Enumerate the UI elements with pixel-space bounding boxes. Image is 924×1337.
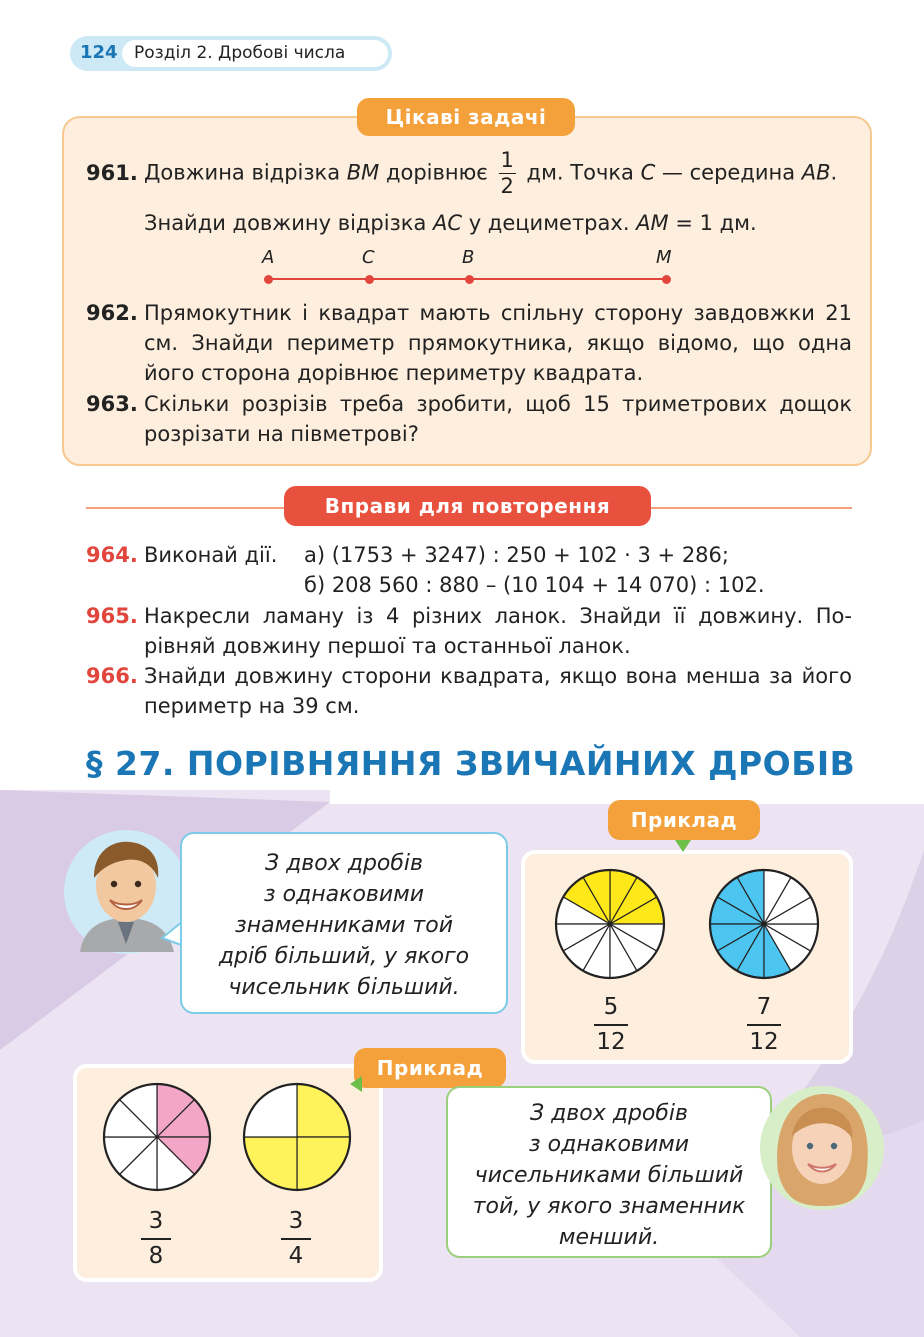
task-961-line2: [144, 208, 864, 238]
fraction-three-eighths: [141, 1210, 171, 1268]
bubble-line: з однаковими: [263, 882, 425, 907]
task-966: [86, 661, 852, 721]
point-m-dot: [662, 275, 671, 284]
task-text: Довжина відрізка: [144, 160, 347, 185]
bubble-line: З двох дробів: [529, 1101, 689, 1126]
fraction-one-half: [499, 150, 516, 197]
fraction-seven-twelfths: [747, 996, 781, 1054]
task-text: — середина: [655, 160, 802, 185]
fraction-numerator: 1: [500, 148, 514, 172]
fraction-denominator: 2: [500, 174, 514, 198]
task-number: 964.: [86, 543, 138, 567]
page-number: 124: [80, 42, 118, 63]
fraction-denominator: 4: [288, 1243, 304, 1269]
circle-five-twelfths: [553, 867, 667, 981]
task-961: [86, 150, 856, 197]
task-965: [86, 601, 852, 661]
bubble-line: З двох дробів: [264, 851, 424, 876]
task-number: 961.: [86, 160, 138, 185]
fraction-numerator: 3: [141, 1210, 171, 1240]
task-text: дм. Точка: [519, 160, 641, 185]
example-tag: Приклад: [608, 800, 760, 840]
circle-three-eighths: [101, 1081, 213, 1193]
task-962: [86, 298, 852, 388]
bubble-line: з однаковими: [528, 1132, 690, 1157]
segment-name: AM: [636, 211, 669, 235]
point-a-label: A: [262, 247, 275, 268]
task-number: 962.: [86, 301, 138, 325]
girl-avatar: [758, 1082, 886, 1214]
rule-bubble-numerators: [446, 1086, 772, 1258]
example-tag: Приклад: [354, 1048, 506, 1088]
task-963: [86, 389, 852, 449]
bubble-line: чисельник більший.: [228, 975, 460, 1000]
bubble-line: той, у якого знаменник: [472, 1194, 746, 1219]
task-number: 965.: [86, 604, 138, 628]
circle-three-quarters: [241, 1081, 353, 1193]
point-b-dot: [465, 275, 474, 284]
task-number: 963.: [86, 392, 138, 416]
point-c-dot: [365, 275, 374, 284]
task-text: Знайди довжину відрізка: [144, 211, 433, 235]
segment-name: AB: [801, 160, 831, 185]
task-part-b: б) 208 560 : 880 – (10 104 + 14 070) : 102.: [304, 573, 765, 597]
bubble-line: чисельниками більший: [474, 1163, 744, 1188]
task-text: дорівнює: [379, 160, 495, 185]
segment-name: AC: [433, 211, 463, 235]
fraction-three-quarters: [281, 1210, 311, 1268]
fraction-numerator: 3: [281, 1210, 311, 1240]
fraction-numerator: 7: [747, 996, 781, 1026]
fraction-five-twelfths: [594, 996, 628, 1054]
fraction-numerator: 5: [594, 996, 628, 1026]
segment-name: BM: [346, 160, 380, 185]
fraction-denominator: 12: [749, 1029, 779, 1055]
task-text: .: [830, 160, 838, 185]
task-text: Знайди довжину сторони квадрата, якщо вона менша за його периметр на 39 см.: [144, 664, 852, 718]
section-title: § 27. ПОРІВНЯННЯ ЗВИЧАЙНИХ ДРОБІВ: [86, 744, 856, 783]
point-name: C: [640, 160, 656, 185]
task-text: у дециметрах.: [462, 211, 637, 235]
task-part-a: а) (1753 + 3247) : 250 + 102 · 3 + 286;: [304, 543, 729, 567]
task-text: Прямокутник і квадрат мають спільну сторону завдовжки 21 см. Знайди периметр прямокутника, якщо відомо, що одна його сторона дорівнює периметру квадрата.: [144, 301, 852, 385]
task-label: Виконай дії.: [144, 543, 278, 567]
review-title: Вправи для повторення: [284, 486, 651, 526]
bubble-line: менший.: [558, 1225, 660, 1250]
fraction-denominator: 12: [596, 1029, 626, 1055]
task-text: Скільки розрізів треба зробити, щоб 15 триметрових дощок розрізати на півметрові?: [144, 392, 852, 446]
interesting-tasks-title: Цікаві задачі: [357, 98, 575, 136]
fraction-denominator: 8: [148, 1243, 164, 1269]
rule-bubble-denominators: [180, 832, 508, 1014]
task-text: = 1 дм.: [668, 211, 757, 235]
bubble-line: знаменниками той: [235, 913, 453, 938]
task-text: Накресли ламану із 4 різних ланок. Знайди її довжину. Порівняй довжину першої та останньої ланок.: [144, 604, 852, 658]
bubble-line: дріб більший, у якого: [218, 944, 470, 969]
pointer-icon: [673, 838, 693, 854]
point-m-label: M: [656, 247, 672, 268]
point-a-dot: [264, 275, 273, 284]
circle-seven-twelfths: [707, 867, 821, 981]
point-b-label: B: [462, 247, 475, 268]
task-number: 966.: [86, 664, 138, 688]
point-c-label: C: [362, 247, 375, 268]
chapter-title: Розділ 2. Дробові числа: [122, 40, 388, 67]
